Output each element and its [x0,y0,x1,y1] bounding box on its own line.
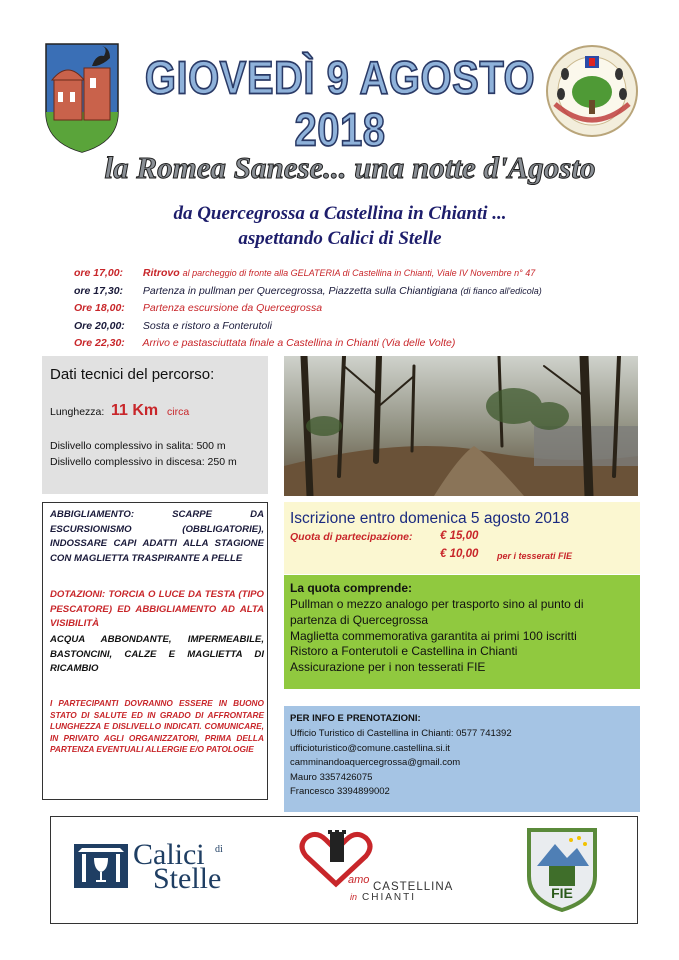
contact-phone-office: Ufficio Turistico di Castellina in Chianti: 0577 741392 [290,728,512,739]
schedule-text: Arrivo e pastasciuttata finale a Castellina in Chianti (Via delle Volte) [142,337,456,349]
fee-includes-item: Pullman o mezzo analogo per trasporto sino al punto di partenza di Quercegrossa [290,597,584,627]
calici-logo-text: Calici [133,838,205,871]
fee-includes-item: Ristoro a Fonterutoli e Castellina in Chianti [290,644,518,659]
tech-data-title: Dati tecnici del percorso: [50,366,215,383]
schedule-text: Partenza in pullman per Quercegrossa, Piazzetta sulla Chiantigiana [142,284,458,297]
contact-phone-mauro: Mauro 3357426075 [290,771,373,783]
amo-logo-in: in [350,892,358,902]
schedule-time: ore 17,30: [74,284,124,297]
event-date-title: GIOVEDÌ 9 AGOSTO 2018 [144,53,536,156]
fee-value: € 15,00 [440,530,479,542]
schedule-time: ore 17,00: [74,267,124,279]
clothing-requirements: ABBIGLIAMENTO: SCARPE DA ESCURSIONISMO (OBBLIGATORIE), INDOSSARE CAPI ADATTI ALLA STAGIONE CON MAGLIETTA TRASPIRANTE A PELLE [50,509,264,564]
fee-member-note: per i tesserati FIE [497,551,573,561]
contacts-list [290,727,512,800]
elevation-gain: Dislivello complessivo in salita: 500 m [50,440,226,452]
schedule-item [74,283,654,301]
svg-text:FIE: FIE [551,885,573,901]
contact-phone-francesco: Francesco 3394899002 [290,786,390,797]
schedule-item [74,318,654,336]
castellina-crest-icon [44,42,120,154]
schedule-item [74,300,654,318]
schedule-note: (di fianco all'edicola) [460,285,542,296]
schedule-text-rest: al parcheggio di fronte alla GELATERIA di Castellina in Chianti, Viale IV Novembre n° 47 [182,268,536,278]
amo-logo-castellina: CASTELLINA [373,881,454,893]
contact-email-office[interactable]: ufficioturistico@comune.castellina.si.it [290,742,450,754]
route-tagline-line2: aspettando Calici di Stelle [238,228,442,249]
event-subtitle: la Romea Sanese... una notte d'Agosto [104,150,596,185]
schedule-time: Ore 18,00: [74,302,125,314]
equipment-extras: ACQUA ABBONDANTE, IMPERMEABILE, BASTONCINI, CALZE E MAGLIETTA DI RICAMBIO [50,634,264,674]
schedule-time: Ore 20,00: [74,319,125,332]
calici-logo-di: di [215,844,223,855]
registration-deadline: Iscrizione entro domenica 5 agosto 2018 [290,510,570,527]
schedule-text: Partenza escursione da Quercegrossa [142,302,323,314]
schedule-item [74,335,654,353]
fee-includes-title: La quota comprende: [290,581,413,595]
amo-logo-amo: amo [348,874,370,886]
fie-federation-logo-icon [525,826,599,912]
elevation-loss: Dislivello complessivo in discesa: 250 m [50,456,237,468]
length-value: 11 Km [111,402,159,419]
event-schedule [74,265,654,353]
schedule-time: Ore 22,30: [74,337,125,349]
fee-label: Quota di partecipazione: [290,531,413,543]
fee-includes-item: Assicurazione per i non tesserati FIE [290,660,486,675]
length-label: Lunghezza: [50,406,105,418]
contacts-title: PER INFO E PRENOTAZIONI: [290,713,421,724]
fee-member-value: € 10,00 [440,548,479,560]
route-tagline-line1: da Quercegrossa a Castellina in Chianti ... [173,203,507,224]
forest-path-photo [284,356,638,496]
fee-includes-item: Maglietta commemorativa garantita ai primi 100 iscritti [290,628,577,643]
contact-email-group[interactable]: camminandoaquercegrossa@gmail.com [290,757,461,768]
equipment-requirements: DOTAZIONI: TORCIA O LUCE DA TESTA (TIPO PESCATORE) ED ABBIGLIAMENTO AD ALTA VISIBILITÀ [50,589,264,629]
schedule-item [74,265,654,283]
length-suffix: circa [167,406,190,418]
fee-includes-list [290,597,630,676]
calici-di-stelle-logo-icon [72,842,130,890]
schedule-text: Sosta e ristoro a Fonterutoli [142,319,272,332]
schedule-text: Ritrovo [142,267,180,279]
amo-logo-chianti: CHIANTI [362,892,416,903]
stelle-logo-text: Stelle [153,862,222,895]
health-note: I PARTECIPANTI DOVRANNO ESSERE IN BUONO STATO DI SALUTE ED IN GRADO DI AFFRONTARE LUNGHEZZA E DISLIVELLO INDICATI. COMUNICARE, IN PRIVATO AGLI ORGANIZZATORI, PRIMA DELLA PARTENZA EVENTUALI ALLERGIE E/O PATOLOGIE [50,698,264,755]
camminando-quercegrossa-logo-icon [545,44,639,138]
